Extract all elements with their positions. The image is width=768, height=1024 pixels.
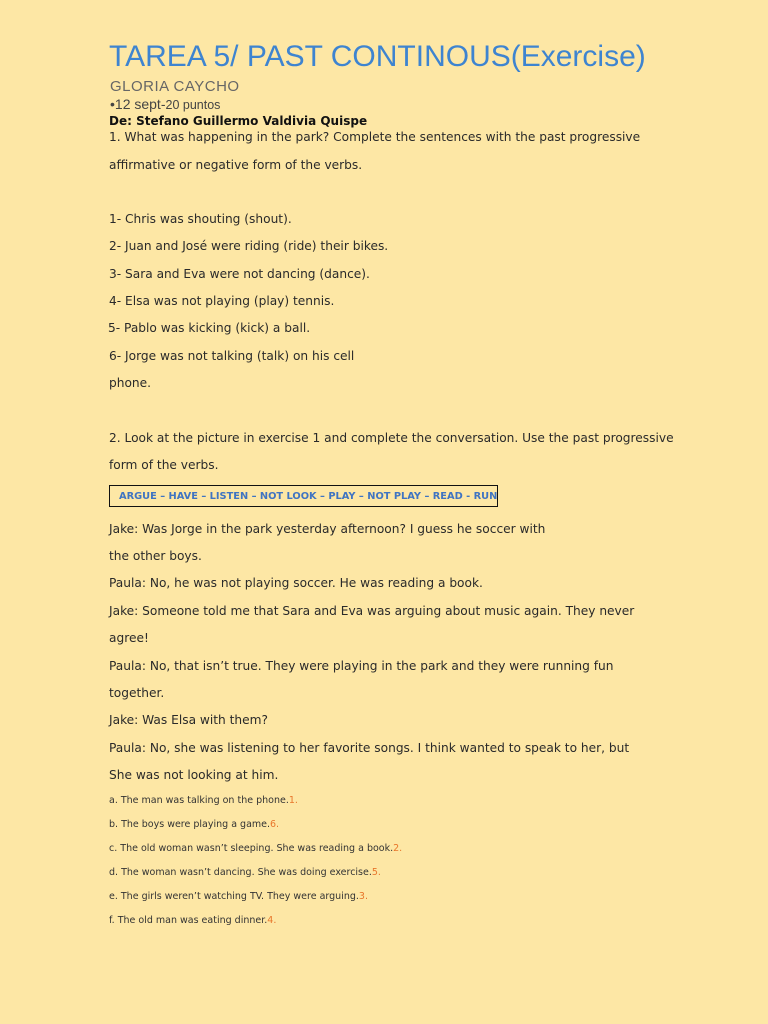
dialogue-line: Paula: No, that isn’t true. They were playing in the park and they were running fun [109, 659, 614, 673]
dialogue-line: Paula: No, she was listening to her favorite songs. I think wanted to speak to her, but [109, 741, 630, 755]
dialogue-line: She was not looking at him. [109, 768, 279, 782]
exercise1-sentence: 3- Sara and Eva were not dancing (dance). [109, 267, 370, 281]
dialogue-line: Jake: Someone told me that Sara and Eva was arguing about music again. They never [109, 604, 635, 618]
answer-item [109, 891, 368, 902]
dialogue-line: agree! [109, 631, 149, 645]
dialogue-line: together. [109, 686, 165, 700]
exercise1-instruction: 1. What was happening in the park? Complete the sentences with the past progressive [109, 130, 641, 144]
answer-text: c. The old woman wasn’t sleeping. She was reading a book. [109, 843, 394, 854]
exercise1-instruction-cont: affirmative or negative form of the verbs. [109, 158, 363, 172]
answer-item [109, 867, 381, 878]
answer-text: e. The girls weren’t watching TV. They were arguing. [109, 891, 359, 902]
dialogue-line: the other boys. [109, 549, 202, 563]
answer-number: 3. [358, 891, 368, 902]
answer-number: 2. [393, 843, 403, 854]
author-name: GLORIA CAYCHO [110, 78, 240, 95]
answer-text: f. The old man was eating dinner. [109, 915, 268, 926]
answer-number: 5. [371, 867, 381, 878]
exercise1-sentence: 2- Juan and José were riding (ride) their bikes. [109, 239, 389, 253]
due-date [110, 96, 220, 114]
answer-number: 1. [288, 795, 298, 806]
exercise1-sentence: 1- Chris was shouting (shout). [109, 212, 292, 226]
answer-item [109, 915, 276, 926]
student-name: De: Stefano Guillermo Valdivia Quispe [109, 114, 368, 128]
exercise2-instruction: 2. Look at the picture in exercise 1 and complete the conversation. Use the past progressive [109, 431, 674, 445]
answer-text: a. The man was talking on the phone. [109, 795, 289, 806]
dialogue-line: Paula: No, he was not playing soccer. He was reading a book. [109, 576, 483, 590]
answer-item [109, 819, 279, 830]
answer-number: 6. [270, 819, 280, 830]
answer-item [109, 843, 402, 854]
answer-number: 4. [267, 915, 277, 926]
exercise1-sentence: 6- Jorge was not talking (talk) on his cell [109, 349, 355, 363]
dialogue-line: Jake: Was Jorge in the park yesterday afternoon? I guess he soccer with [109, 522, 546, 536]
verb-word-box: ARGUE – HAVE – LISTEN – NOT LOOK – PLAY – NOT PLAY – READ - RUN [109, 485, 498, 507]
points-label: 20 puntos [165, 98, 221, 112]
dialogue-line: Jake: Was Elsa with them? [109, 713, 268, 727]
answer-text: b. The boys were playing a game. [109, 819, 271, 830]
exercise2-instruction-cont: form of the verbs. [109, 458, 219, 472]
exercise1-sentence: 4- Elsa was not playing (play) tennis. [109, 294, 335, 308]
answer-text: d. The woman wasn’t dancing. She was doing exercise. [109, 867, 372, 878]
date-label: •12 sept- [110, 96, 166, 112]
answer-item [109, 795, 298, 806]
exercise1-sentence: phone. [109, 376, 152, 390]
exercise1-sentence: 5- Pablo was kicking (kick) a ball. [108, 321, 311, 335]
document-title: TAREA 5/ PAST CONTINOUS(Exercise) [109, 40, 646, 73]
